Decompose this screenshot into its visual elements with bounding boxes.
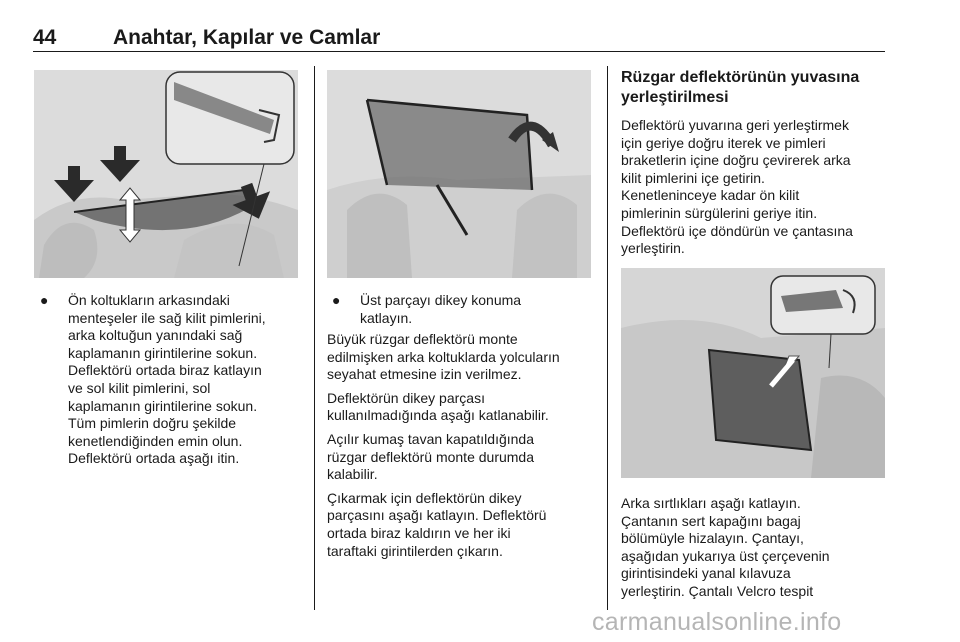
column-divider-left xyxy=(314,66,315,610)
text-line: Büyük rüzgar deflektörü monte xyxy=(327,331,518,347)
text-line: braketlerin içine doğru çevirerek arka xyxy=(621,152,851,169)
text-line: aşağıdan yukarıya üst çerçevenin xyxy=(621,547,830,564)
paragraph xyxy=(327,431,607,484)
text-line: bölümüyle hizalayın. Çantayı, xyxy=(621,530,804,547)
text-line: Deflektörü yuvarına geri yerleştirmek xyxy=(621,117,849,133)
bullet-dot: ● xyxy=(332,292,341,308)
text-line: Deflektörü ortada biraz katlayın xyxy=(68,362,262,379)
chapter-title: Anahtar, Kapılar ve Camlar xyxy=(113,26,381,49)
text-line: edilmişken arka koltuklarda yolcuların xyxy=(327,348,560,365)
text-line: kalabilir. xyxy=(327,466,378,483)
instruction-bullet-2 xyxy=(332,292,602,332)
text-line: girintisindeki yanal kılavuza xyxy=(621,565,791,582)
text-line: kullanılmadığında aşağı katlanabilir. xyxy=(327,407,549,424)
text-line: kaplamanın girintilerine sokun. xyxy=(68,397,258,414)
section-heading xyxy=(621,68,885,108)
text-line: katlayın. xyxy=(360,309,413,326)
instruction-bullet-1 xyxy=(40,292,310,472)
watermark: carmanualsonline.info xyxy=(592,608,842,636)
text-line: için geriye doğru iterek ve pimleri xyxy=(621,134,826,151)
text-line: Ön koltukların arkasındaki xyxy=(68,292,230,308)
text-line: Deflektörü ortada aşağı itin. xyxy=(68,450,240,467)
text-line: taraftaki girintilerden çıkarın. xyxy=(327,542,503,559)
middle-paragraphs xyxy=(327,331,607,566)
column-divider-right xyxy=(607,66,608,610)
text-line: Kenetleninceye kadar ön kilit xyxy=(621,187,800,204)
text-line: menteşeler ile sağ kilit pimlerini, xyxy=(68,309,266,326)
text-line: kilit pimlerini içe getirin. xyxy=(621,169,765,186)
page-number: 44 xyxy=(33,26,57,49)
text-line: seyahat etmesine izin verilmez. xyxy=(327,366,522,383)
text-line: ve sol kilit pimlerini, sol xyxy=(68,379,211,396)
text-line: pimlerinin sürgülerini geriye itin. xyxy=(621,204,818,221)
text-line: Açılır kumaş tavan kapatıldığında xyxy=(327,430,534,447)
heading-line: Rüzgar deflektörünün yuvasına xyxy=(621,69,860,86)
text-line: Çantanın sert kapağını bagaj xyxy=(621,512,801,529)
wind-deflector-upright-illustration-icon xyxy=(327,70,591,278)
text-line: Deflektörün dikey parçası xyxy=(327,389,485,406)
right-intro-paragraph xyxy=(621,117,891,258)
text-line: Üst parçayı dikey konuma xyxy=(360,292,522,308)
text-line: kenetlendiğinden emin olun. xyxy=(68,432,243,449)
bullet-dot: ● xyxy=(40,292,49,308)
paragraph xyxy=(327,331,607,384)
text-line: Deflektörü içe döndürün ve çantasına xyxy=(621,222,853,239)
page-header xyxy=(33,26,885,54)
text-line: arka koltuğun yanındaki sağ xyxy=(68,327,243,344)
paragraph xyxy=(327,490,607,560)
text-line: ortada biraz kaldırın ve her iki xyxy=(327,524,511,541)
right-after-paragraph xyxy=(621,495,891,601)
text-line: yerleştirin. xyxy=(621,240,685,257)
text-line: parçasını aşağı katlayın. Deflektörü xyxy=(327,507,547,524)
deflector-bag-stowage-illustration-icon xyxy=(621,268,885,478)
header-divider xyxy=(33,51,885,52)
paragraph xyxy=(327,390,607,425)
wind-deflector-install-illustration-icon xyxy=(34,70,298,278)
text-line: rüzgar deflektörü monte durumda xyxy=(327,448,534,465)
text-line: Arka sırtlıkları aşağı katlayın. xyxy=(621,495,801,511)
heading-line: yerleştirilmesi xyxy=(621,89,729,106)
text-line: kaplamanın girintilerine sokun. xyxy=(68,344,258,361)
text-line: Tüm pimlerin doğru şekilde xyxy=(68,415,237,432)
text-line: yerleştirin. Çantalı Velcro tespit xyxy=(621,582,814,599)
text-line: Çıkarmak için deflektörün dikey xyxy=(327,489,522,506)
